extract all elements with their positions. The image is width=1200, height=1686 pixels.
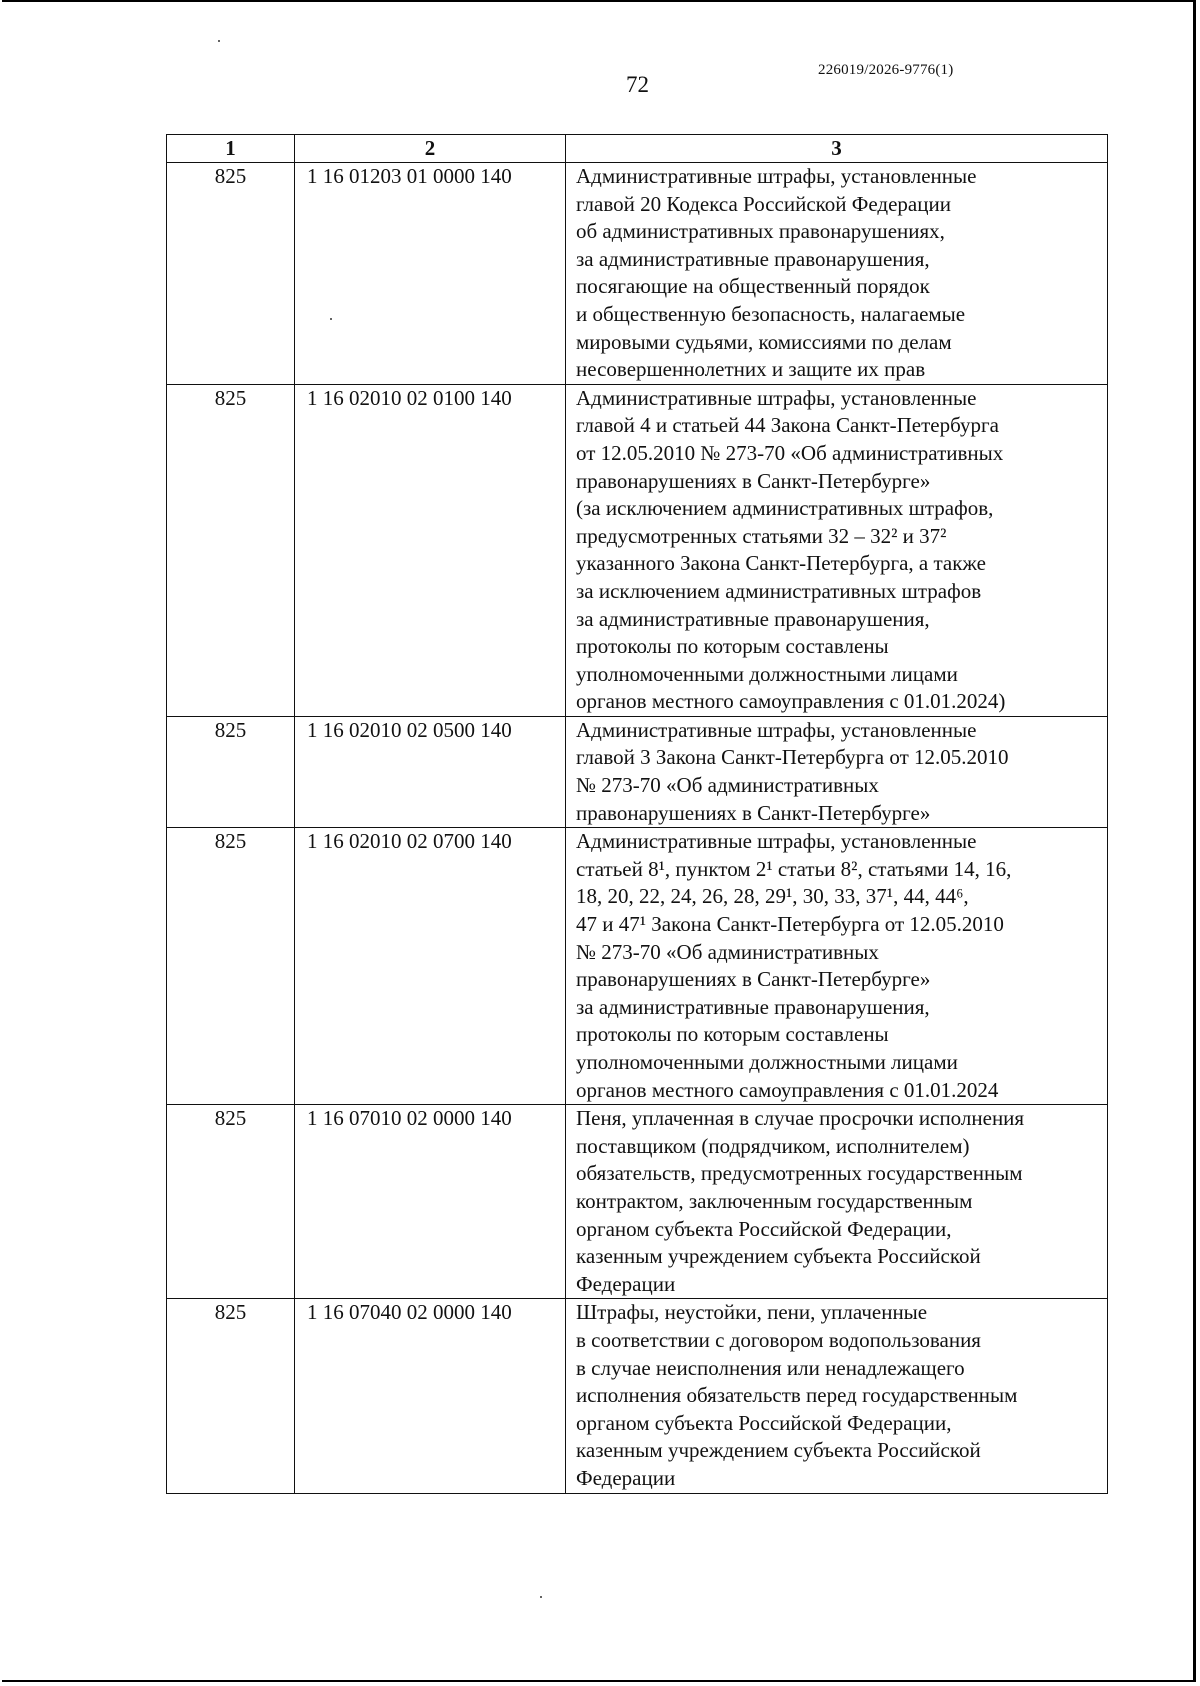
description-line: за исключением административных штрафов bbox=[576, 578, 982, 603]
description-line: контрактом, заключенным государственным bbox=[576, 1188, 973, 1213]
description-line: казенным учреждением субъекта Российской bbox=[576, 1438, 981, 1463]
description-line: органов местного самоуправления с 01.01.2024 bbox=[576, 1077, 999, 1102]
page-number: 72 bbox=[626, 72, 649, 97]
description-line: Пеня, уплаченная в случае просрочки исполнения bbox=[576, 1106, 1025, 1131]
budget-code-cell: 1 16 02010 02 0100 140 bbox=[295, 384, 566, 716]
description-line: посягающие на общественный порядок bbox=[576, 274, 930, 299]
description-line: за административные правонарушения, bbox=[576, 606, 930, 631]
admin-code-cell: 825 bbox=[167, 384, 295, 716]
description-line: № 273-70 «Об административных bbox=[576, 773, 879, 798]
description-line: органом субъекта Российской Федерации, bbox=[576, 1410, 952, 1435]
description-line: от 12.05.2010 № 273-70 «Об административных bbox=[576, 440, 1004, 465]
budget-code-cell: 1 16 02010 02 0500 140 bbox=[295, 716, 566, 827]
scan-speck bbox=[540, 1596, 542, 1598]
description-line: об административных правонарушениях, bbox=[576, 219, 945, 244]
description-line: исполнения обязательств перед государственным bbox=[576, 1383, 1018, 1408]
description-line: уполномоченными должностными лицами bbox=[576, 661, 958, 686]
table-row bbox=[167, 828, 1108, 1105]
description-cell bbox=[566, 716, 1108, 827]
budget-code-cell: 1 16 07010 02 0000 140 bbox=[295, 1105, 566, 1299]
description-line: Штрафы, неустойки, пени, уплаченные bbox=[576, 1300, 928, 1325]
description-line: Федерации bbox=[576, 1465, 676, 1490]
description-cell bbox=[566, 1299, 1108, 1493]
table-row bbox=[167, 384, 1108, 716]
description-line: в случае неисполнения или ненадлежащего bbox=[576, 1355, 965, 1380]
admin-code-cell: 825 bbox=[167, 716, 295, 827]
column-header-1: 1 bbox=[167, 135, 295, 163]
description-line: органом субъекта Российской Федерации, bbox=[576, 1216, 952, 1241]
revenue-codes-table bbox=[166, 134, 1108, 1494]
description-line: предусмотренных статьями 32 – 32² и 37² bbox=[576, 523, 947, 548]
table-row bbox=[167, 716, 1108, 827]
description-line: уполномоченными должностными лицами bbox=[576, 1050, 958, 1074]
description-line: указанного Закона Санкт-Петербурга, а также bbox=[576, 551, 986, 576]
scan-speck bbox=[218, 40, 220, 42]
description-line: протоколы по которым составлены bbox=[576, 1022, 889, 1047]
description-line: казенным учреждением субъекта Российской bbox=[576, 1244, 981, 1269]
admin-code-cell: 825 bbox=[167, 163, 295, 385]
description-cell bbox=[566, 384, 1108, 716]
description-line: Федерации bbox=[576, 1271, 676, 1296]
description-line: правонарушениях в Санкт-Петербурге» bbox=[576, 468, 931, 493]
admin-code-cell: 825 bbox=[167, 1105, 295, 1299]
column-header-3: 3 bbox=[566, 135, 1108, 163]
budget-code-cell: 1 16 07040 02 0000 140 bbox=[295, 1299, 566, 1493]
budget-code-cell: 1 16 02010 02 0700 140 bbox=[295, 828, 566, 1105]
description-line: главой 3 Закона Санкт-Петербурга от 12.05.2010 bbox=[576, 745, 1009, 770]
table-header-row bbox=[167, 135, 1108, 163]
description-line: 18, 20, 22, 24, 26, 28, 29¹, 30, 33, 37¹, 44, 44⁶, bbox=[576, 884, 969, 909]
description-line: правонарушениях в Санкт-Петербурге» bbox=[576, 967, 931, 992]
table-row bbox=[167, 163, 1108, 385]
table-row bbox=[167, 1299, 1108, 1493]
description-cell bbox=[566, 1105, 1108, 1299]
description-line: протоколы по которым составлены bbox=[576, 634, 889, 659]
description-line: поставщиком (подрядчиком, исполнителем) bbox=[576, 1133, 970, 1158]
budget-code-cell: 1 16 01203 01 0000 140 bbox=[295, 163, 566, 385]
description-line: Административные штрафы, установленные bbox=[576, 717, 977, 742]
description-line: главой 4 и статьей 44 Закона Санкт-Петербурга bbox=[576, 413, 999, 438]
description-line: за административные правонарушения, bbox=[576, 246, 930, 271]
description-line: мировыми судьями, комиссиями по делам bbox=[576, 329, 952, 354]
description-line: главой 20 Кодекса Российской Федерации bbox=[576, 191, 951, 216]
description-line: органов местного самоуправления с 01.01.2024) bbox=[576, 689, 1006, 714]
description-line: Административные штрафы, установленные bbox=[576, 385, 977, 410]
admin-code-cell: 825 bbox=[167, 828, 295, 1105]
description-line: № 273-70 «Об административных bbox=[576, 939, 879, 964]
description-line: Административные штрафы, установленные bbox=[576, 164, 977, 188]
description-cell bbox=[566, 163, 1108, 385]
description-line: несовершеннолетних и защите их прав bbox=[576, 357, 926, 382]
document-id: 226019/2026-9776(1) bbox=[818, 62, 954, 78]
description-line: в соответствии с договором водопользования bbox=[576, 1327, 981, 1352]
description-line: (за исключением административных штрафов, bbox=[576, 496, 994, 521]
column-header-2: 2 bbox=[295, 135, 566, 163]
description-line: обязательств, предусмотренных государственным bbox=[576, 1161, 1023, 1186]
description-line: 47 и 47¹ Закона Санкт-Петербурга от 12.05.2010 bbox=[576, 912, 1004, 937]
admin-code-cell: 825 bbox=[167, 1299, 295, 1493]
table-body bbox=[167, 163, 1108, 1494]
description-line: статьей 8¹, пунктом 2¹ статьи 8², статьями 14, 16, bbox=[576, 856, 1012, 881]
description-line: и общественную безопасность, налагаемые bbox=[576, 301, 966, 326]
table-row bbox=[167, 1105, 1108, 1299]
description-line: за административные правонарушения, bbox=[576, 994, 930, 1019]
description-line: Административные штрафы, установленные bbox=[576, 829, 977, 854]
description-line: правонарушениях в Санкт-Петербурге» bbox=[576, 800, 931, 825]
description-cell bbox=[566, 828, 1108, 1105]
